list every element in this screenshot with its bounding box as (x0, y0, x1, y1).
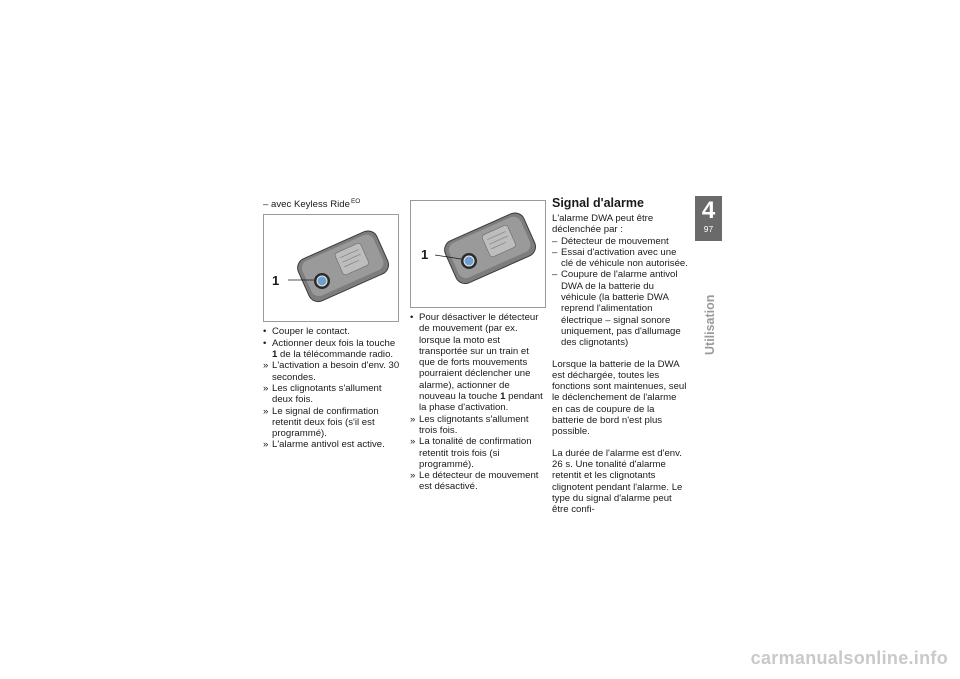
list-item: » La tonalité de confirmation retentit trois fois (si programmé). (410, 436, 532, 470)
duration-paragraph: La durée de l'alarme est d'env. 26 s. Une tonalité d'alarme retentit et les clignotants clignotent pendant l'alarme. Le type du signal d'alarme peut être confi- (552, 447, 683, 516)
battery-paragraph: Lorsque la batterie de la DWA est déchargée, toutes les fonctions sont maintenues, seul le déclenchement de l'alarme en cas de coupure de la batterie de bord n'est plus possible. (552, 358, 687, 438)
heading-sup: EO (350, 198, 361, 205)
heading-text: avec Keyless Ride (271, 199, 350, 211)
column-2 (410, 196, 546, 493)
keyfob-figure-2 (410, 200, 546, 308)
list-item: » Le détecteur de mouvement est désactivé. (410, 470, 539, 493)
heading-dash: – (263, 199, 269, 211)
deactivation-steps (410, 312, 546, 493)
page-number: 97 (703, 224, 714, 234)
chapter-tab (695, 196, 722, 241)
keyfob-figure (263, 214, 399, 322)
list-item: » L'alarme antivol est active. (263, 439, 385, 451)
list-item: » Le signal de confirmation retentit deux fois (s'il est programmé). (263, 405, 379, 440)
section-title: Signal d'alarme (552, 196, 644, 210)
list-item: • Couper le contact. (263, 326, 350, 338)
intro-paragraph: L'alarme DWA peut être déclenchée par : (552, 213, 654, 236)
chapter-label: Utilisation (703, 294, 717, 355)
column-3 (552, 196, 688, 515)
list-item: – Essai d'activation avec une clé de véhicule non autorisée. (552, 246, 688, 270)
list-item: • Pour désactiver le détecteur de mouvement (par ex. lorsque la moto est transportée sur un train et que de forts mouvements pourraient déclencher une alarme), actionner de nouveau la touche 1 pendant la phase d'activation. (410, 312, 543, 414)
list-item: » Les clignotants s'allument trois fois. (410, 413, 529, 436)
activation-steps (263, 326, 401, 450)
list-item: » Les clignotants s'allument deux fois. (263, 382, 382, 406)
variant-heading (263, 196, 401, 210)
column-1 (263, 196, 401, 451)
keyfob-illustration (264, 215, 399, 322)
list-item: – Coupure de l'alarme antivol DWA de la batterie du véhicule (la batterie DWA reprend l'alimentation électrique – signal sonore uniquement, pas d'allumage des clignotants) (552, 269, 681, 349)
figure-callout-1: 1 (421, 247, 429, 262)
list-item: • Actionner deux fois la touche 1 de la télécommande radio. (263, 337, 396, 361)
list-item: » L'activation a besoin d'env. 30 secondes. (263, 360, 400, 383)
trigger-list (552, 236, 688, 349)
chapter-number: 4 (701, 197, 716, 224)
keyfob-illustration-2 (411, 201, 546, 308)
list-item: – Détecteur de mouvement (552, 235, 669, 247)
watermark: carmanualsonline.info (750, 648, 948, 668)
figure-callout-1: 1 (272, 273, 280, 289)
